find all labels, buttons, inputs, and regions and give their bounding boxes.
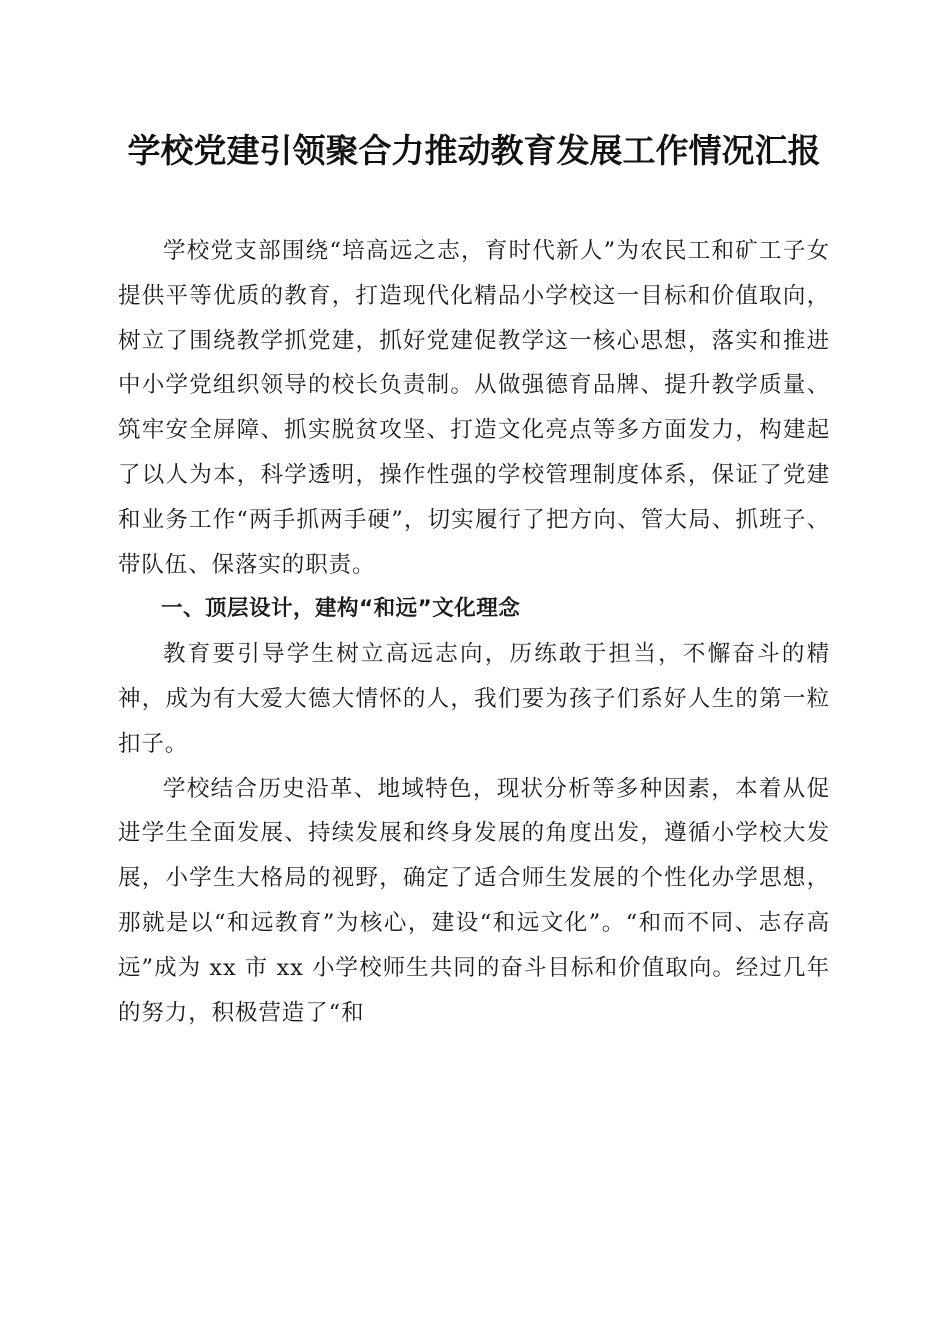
document-title: 学校党建引领聚合力推动教育发展工作情况汇报 xyxy=(127,131,821,170)
document-page xyxy=(118,128,830,1035)
document-body xyxy=(118,229,830,1035)
section-heading-1: 一、顶层设计，建构“和远”文化理念 xyxy=(161,596,521,622)
section1-paragraph: 学校结合历史沿革、地域特色，现状分析等多种因素，本着从促进学生全面发展、持续发展和终身发展的角度出发，遵循小学校大发展，小学生大格局的视野，确定了适合师生发展的个性化办学思想，那就是以“和远教育”为核心，建设“和远文化”。“和而不同、志存高远”成为 xx 市 xx 小学校师生共同的奋斗目标和价值取向。经过几年的努力，积极营造了“和 xyxy=(118,775,830,1026)
intro-paragraph: 学校党支部围绕“培高远之志，育时代新人”为农民工和矿工子女提供平等优质的教育，打造现代化精品小学校这一目标和价值取向，树立了围绕教学抓党建，抓好党建促教学这一核心思想，落实和推进中小学党组织领导的校长负责制。从做强德育品牌、提升教学质量、筑牢安全屏障、抓实脱贫攻坚、打造文化亮点等多方面发力，构建起了以人为本，科学透明，操作性强的学校管理制度体系，保证了党建和业务工作“两手抓两手硬”，切实履行了把方向、管大局、抓班子、带队伍、保落实的职责。 xyxy=(118,238,830,578)
section1-paragraph: 教育要引导学生树立高远志向，历练敢于担当，不懈奋斗的精神，成为有大爱大德大情怀的人，我们要为孩子们系好人生的第一粒扣子。 xyxy=(118,641,830,757)
